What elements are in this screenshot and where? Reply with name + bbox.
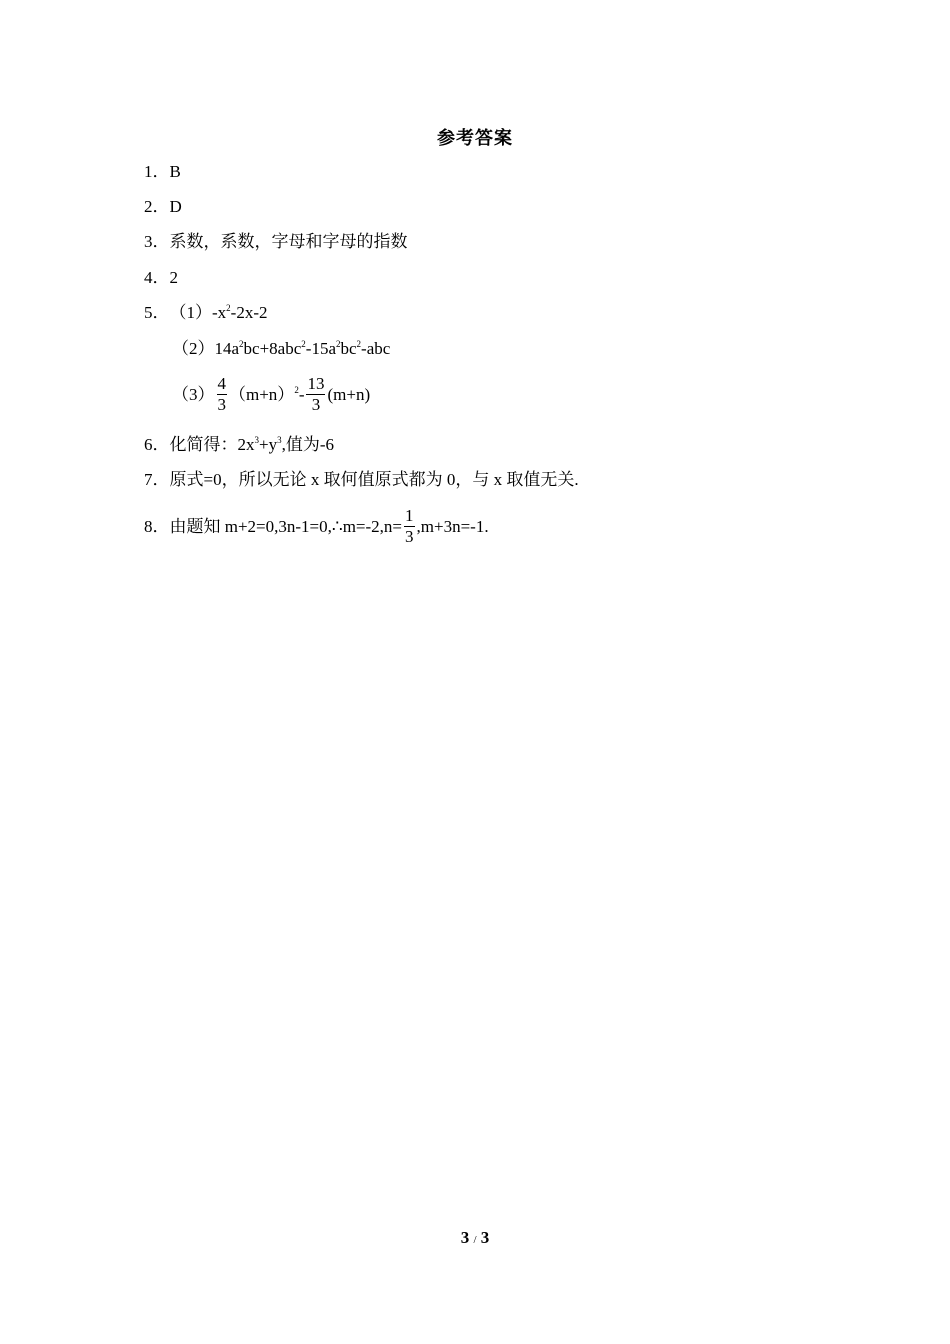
answer-number: 8． — [144, 517, 170, 536]
current-page: 3 — [460, 1228, 470, 1247]
exponent: 3 — [254, 435, 259, 445]
expr-text: -15a — [305, 339, 336, 358]
denominator: 3 — [311, 394, 321, 414]
answer-1 — [144, 162, 181, 182]
answer-text: D — [169, 197, 182, 216]
answer-number: 1． — [144, 162, 170, 181]
exponent: 2 — [336, 339, 341, 349]
answer-text: 系数，系数，字母和字母的指数 — [169, 232, 408, 251]
denominator: 3 — [217, 394, 226, 414]
answer-7 — [144, 470, 579, 490]
page-number — [0, 1228, 950, 1248]
expr-text: (m+n) — [327, 385, 371, 404]
page-separator: / — [473, 1234, 477, 1246]
expr-text: （2）14a — [172, 339, 240, 358]
expr-text: （3） — [172, 385, 215, 404]
answer-4 — [144, 268, 178, 288]
answer-number: 5． — [144, 303, 170, 322]
exponent: 3 — [277, 435, 282, 445]
answer-8 — [144, 505, 489, 549]
answer-text: 2 — [169, 268, 178, 287]
exponent: 2 — [294, 385, 299, 395]
expr-text: （m+n） — [229, 385, 295, 404]
answer-2 — [144, 197, 182, 217]
answer-text: B — [169, 162, 181, 181]
expr-text: 化简得：2x — [169, 435, 255, 454]
expr-text: ,值为-6 — [281, 435, 335, 454]
fraction — [306, 374, 325, 415]
expr-text: （1）-x — [169, 303, 227, 322]
expr-text: ,m+3n=-1. — [416, 517, 489, 536]
answer-number: 2． — [144, 197, 170, 216]
answer-5-part-3 — [172, 373, 370, 419]
expr-text: - — [298, 385, 305, 404]
expr-text: 由题知 m+2=0,3n-1=0,∴m=-2,n= — [169, 517, 403, 536]
answer-5-part-2 — [172, 339, 390, 361]
exponent: 2 — [239, 339, 244, 349]
numerator: 4 — [217, 373, 226, 393]
answer-number: 4． — [144, 268, 170, 287]
fraction — [404, 506, 415, 547]
exponent: 2 — [301, 339, 306, 349]
answer-5-part-1 — [144, 303, 268, 325]
fraction — [217, 374, 228, 415]
denominator: 3 — [405, 526, 414, 546]
expr-text: -abc — [361, 339, 391, 358]
page-title: 参考答案 — [437, 128, 513, 148]
exponent: 2 — [356, 339, 362, 349]
exponent: 2 — [226, 303, 231, 313]
numerator: 13 — [307, 373, 325, 393]
expr-text: bc — [340, 339, 357, 358]
expr-text: -2x-2 — [230, 303, 268, 322]
numerator: 1 — [405, 505, 414, 525]
answer-number: 7． — [144, 470, 170, 489]
total-pages: 3 — [480, 1228, 490, 1247]
answer-number: 3． — [144, 232, 170, 251]
answer-6 — [144, 435, 334, 457]
expr-text: bc+8abc — [243, 339, 302, 358]
answer-number: 6． — [144, 435, 170, 454]
answer-3 — [144, 232, 408, 252]
expr-text: +y — [259, 435, 278, 454]
answer-text: 原式=0，所以无论 x 取何值原式都为 0，与 x 取值无关. — [169, 470, 579, 489]
